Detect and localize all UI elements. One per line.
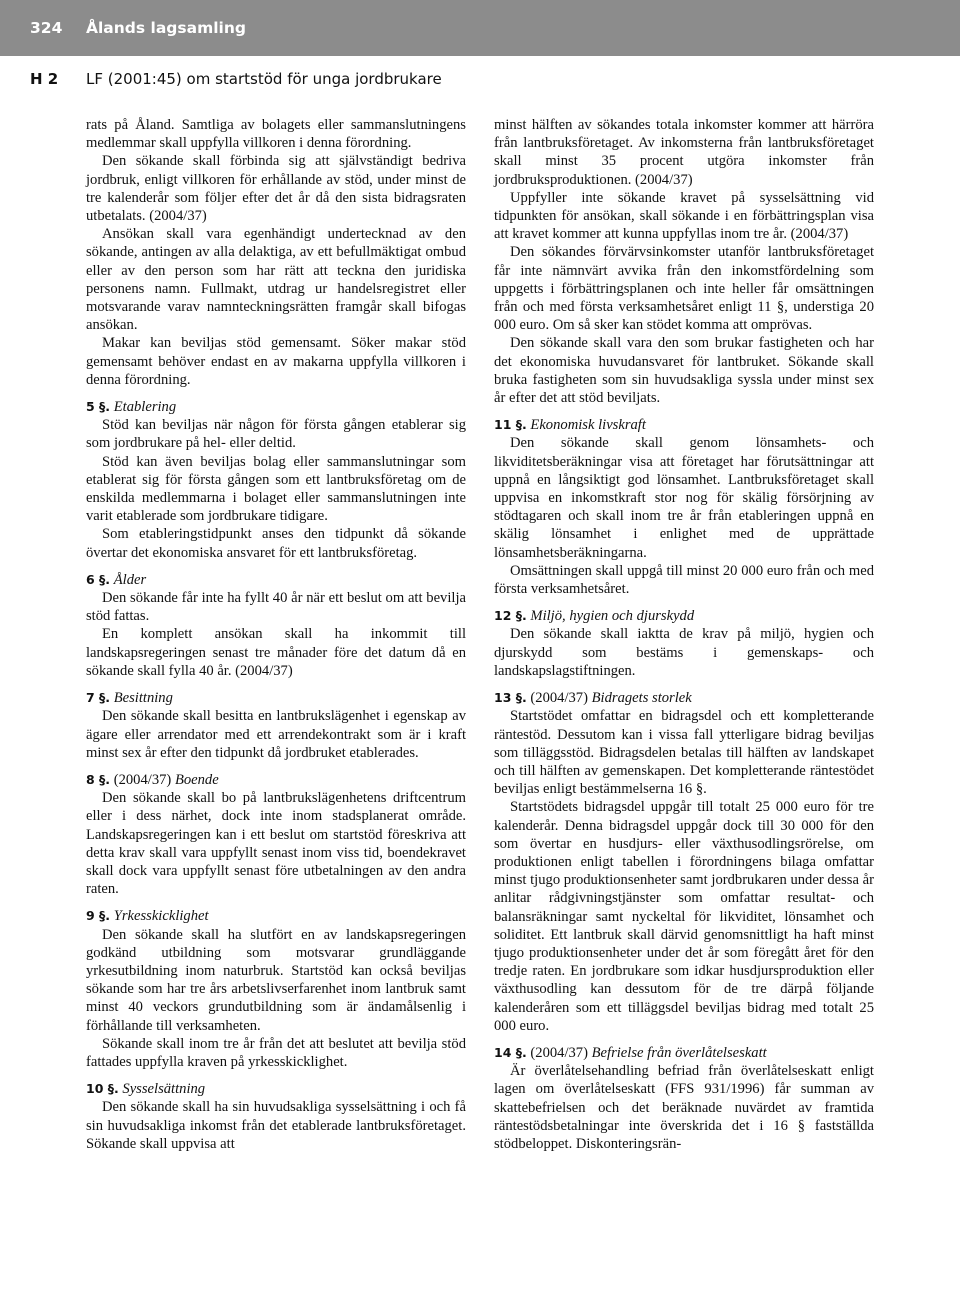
section-title: Yrkesskicklighet [113,908,209,925]
section-title: Etablering [113,399,177,416]
chapter-header [0,68,960,94]
section-heading [86,398,466,416]
section-title: Befrielse från överlåtelseskatt [591,1044,767,1061]
paragraph: Den sökande skall besitta en lantbrukslägenhet i egenskap av ägare eller arrendator med ett arrendekontrakt som är i kraft minst sex år efter den tidpunkt då jordbruket etablerades. [86,708,466,761]
section-title: Besittning [113,690,173,707]
paragraph: Den sökandes förvärvsinkomster utanför lantbruksföretaget får inte nämnvärt avvika från den inkomstfördelning som uppgetts i förbättringsplanen och inte heller får omsättningen från och med första verksamhetsåret enligt 11 §, understiga 20 000 euro. Om så sker kan stödet komma att omprövas. [494,244,874,334]
paragraph: rats på Åland. Samtliga av bolagets eller sammanslutningens medlemmar skall uppfylla villkoren i denna förordning. [86,117,466,152]
paragraph: Ansökan skall vara egenhändigt undertecknad av den sökande, antingen av alla delaktiga, av ett befullmäktigat ombud eller av den person som har rätt att teckna den juridiska personens namn. Fullmakt, utdrag ur handelsregistret eller motsvarande varav namnteckningsrätten framgår skall bifogas ansökan. [86,226,466,334]
book-title: Ålands lagsamling [86,19,246,37]
section-heading [86,1080,466,1098]
section-number: 11 §. [494,417,527,433]
right-column [494,116,874,1153]
section-heading [86,571,466,589]
paragraph: Omsättningen skall uppgå till minst 20 000 euro från och med första verksamhetsåret. [494,562,874,598]
page-number: 324 [30,19,63,37]
paragraph: Den sökande skall bo på lantbrukslägenhetens driftcentrum eller i dess närhet, dock inte inom stadsplanerat område. Landskapsregeringen kan i ett beslut om startstöd föreskriva att detta krav skall vara uppfyllt senast inom viss tid, boendekravet skall dock vara uppfyllt senast före utbetalningen av den andra raten. [86,790,466,898]
paragraph: Den sökande skall ha slutfört en av landskapsregeringen godkänd utbildning som motsvarar grundläggande yrkesutbildning inom naturbruk. Startstöd kan också beviljas sökande som har tre års arbetslivserfarenhet inom lantbruk samt minst 40 veckors grundutbildning som är ändamålsenlig i förhållande till verksamheten. [86,926,466,1034]
section-title: Sysselsättning [122,1081,206,1098]
section-heading [494,416,874,434]
paragraph: Som etableringstidpunkt anses den tidpunkt då sökande övertar det ekonomiska ansvaret för ett lantbruksföretag. [86,526,466,561]
paragraph: Den sökande skall vara den som brukar fastigheten och har det ekonomiska huvudansvaret för lantbruket. Sökande skall bruka fastigheten som sin huvudsakliga syssla under minst sex år efter det att stöd beviljats. [494,335,874,407]
section-title: Bidragets storlek [591,690,692,707]
paragraph: Är överlåtelsehandling befriad från överlåtelseskatt enligt lagen om överlåtelseskatt (FFS 931/1996) får summan av skattebefrielsen och det beräknade nuvärdet av framtida räntestödsbetalningar inte överskrida det i 16 § fastställda stödbeloppet. Diskonteringsrän- [494,1063,874,1152]
section-number: 10 §. [86,1081,119,1097]
section-number: 8 §. [86,771,111,787]
section-amendment: (2004/37) [113,771,175,788]
paragraph: Den sökande får inte ha fyllt 40 år när ett beslut om att bevilja stöd fattas. [86,590,466,625]
paragraph: Makar kan beviljas stöd gemensamt. Söker makar stöd gemensamt behöver endast en av makarna uppfylla villkoren i denna förordning. [86,335,466,388]
section-heading [86,907,466,925]
section-heading [86,771,466,789]
paragraph: Den sökande skall ha sin huvudsakliga sysselsättning i och få sin huvudsakliga inkomst från det etablerade lantbruksföretaget. Sökande skall uppvisa att [86,1099,466,1152]
section-number: 9 §. [86,908,111,924]
section-heading [494,689,874,707]
section-number: 14 §. [494,1044,527,1060]
paragraph: Sökande skall inom tre år från det att beslutet att bevilja stöd fattades uppfylla kraven på yrkesskicklighet. [86,1035,466,1070]
paragraph: minst hälften av sökandes totala inkomster kommer att härröra från lantbruksföretaget. Av inkomsterna från lantbruksföretaget skall minst 35 procent utgöra inkomster från jordbruksproduktionen. (2004/37) [494,117,874,188]
section-amendment: (2004/37) [530,1044,592,1061]
left-column [86,116,466,1153]
paragraph: En komplett ansökan skall ha inkommit till landskapsregeringen senast tre månader före det datum då en sökande skall fylla 40 år. (2004/37) [86,626,466,679]
section-title: Miljö, hygien och djurskydd [530,608,695,625]
section-number: 6 §. [86,571,111,587]
section-number: 13 §. [494,690,527,706]
chapter-code: H 2 [30,70,59,88]
section-number: 7 §. [86,690,111,706]
paragraph: Stöd kan beviljas när någon för första gången etablerar sig som jordbrukare på hel- eller deltid. [86,417,466,452]
section-heading [494,1044,874,1062]
section-heading [494,607,874,625]
law-title: LF (2001:45) om startstöd för unga jordbrukare [86,70,442,88]
paragraph: Startstödets bidragsdel uppgår till totalt 25 000 euro för tre kalenderår. Denna bidragsdel uppgår dock till 30 000 för den som övertar en husdjurs- eller växthusodlingsrörelse, om produktionen enligt tabellen i förordningens bilaga omfattar minst tjugo produktionsenheter samt jordbrukaren under dessa år anlitar rådgivningstjänster som omfattar resultat- och balansräkningar samt nyckeltal för likviditet, lönsamhet och soliditet. Ett lantbruk skall därvid genomsnittligt ha haft minst tjugo produktionsenheter under det år som föregått året för den tredje raten. En jordbrukare som idkar husdjursproduktion eller växthusodling kan dessutom för de tre därpå följande kalenderåren som ett tilläggsdel beviljas bidrag med totalt 25 000 euro. [494,799,874,1034]
paragraph: Den sökande skall förbinda sig att självständigt bedriva jordbruk, enligt villkoren för erhållande av stöd, under minst de tre kalenderår som följer efter det år då den sista bidragsraten utbetalats. (2004/37) [86,153,466,225]
running-header [0,0,960,56]
section-title: Ekonomisk livskraft [530,417,646,434]
paragraph: Den sökande skall iaktta de krav på miljö, hygien och djurskydd som bestäms i gemenskaps- och landskapslagstiftningen. [494,626,874,679]
section-number: 12 §. [494,608,527,624]
section-title: Ålder [113,571,147,588]
section-amendment: (2004/37) [530,690,592,707]
paragraph: Den sökande skall genom lönsamhets- och likviditetsberäkningar visa att företaget har förutsättningar att uppnå en långsiktigt god lönsamhet. Lantbruksföretaget skall uppvisa en inkomstkraft stor nog för skälig försörjning av stödtagaren och skall inom tre år från etableringen uppnå en skälig lönsamhet i enlighet med de upprättade lönsamhetsberäkningarna. [494,435,874,561]
section-heading [86,689,466,707]
section-title: Boende [174,771,219,788]
paragraph: Stöd kan även beviljas bolag eller sammanslutningar som etablerat sig för första gången som ett lantbruksföretag om de enskilda medlemmarna i bolaget eller sammanslutningen inte varit etablerade som jordbrukare tidigare. [86,453,466,525]
paragraph: Uppfyller inte sökande kravet på sysselsättning vid tidpunkten för ansökan, skall sökande i en förbättringsplan visa att kravet kommer att kunna uppfyllas inom tre år. (2004/37) [494,189,874,243]
paragraph: Startstödet omfattar en bidragsdel och ett kompletterande räntestöd. Dessutom kan i vissa fall ytterligare bidrag beviljas som tilläggsstöd. Bidragsdelen betalas till hälften av landskapet och till hälften av gemenskapen. Det kompletterande räntestödet beviljas enligt bestämmelserna 16 §. [494,708,874,798]
section-number: 5 §. [86,399,111,415]
